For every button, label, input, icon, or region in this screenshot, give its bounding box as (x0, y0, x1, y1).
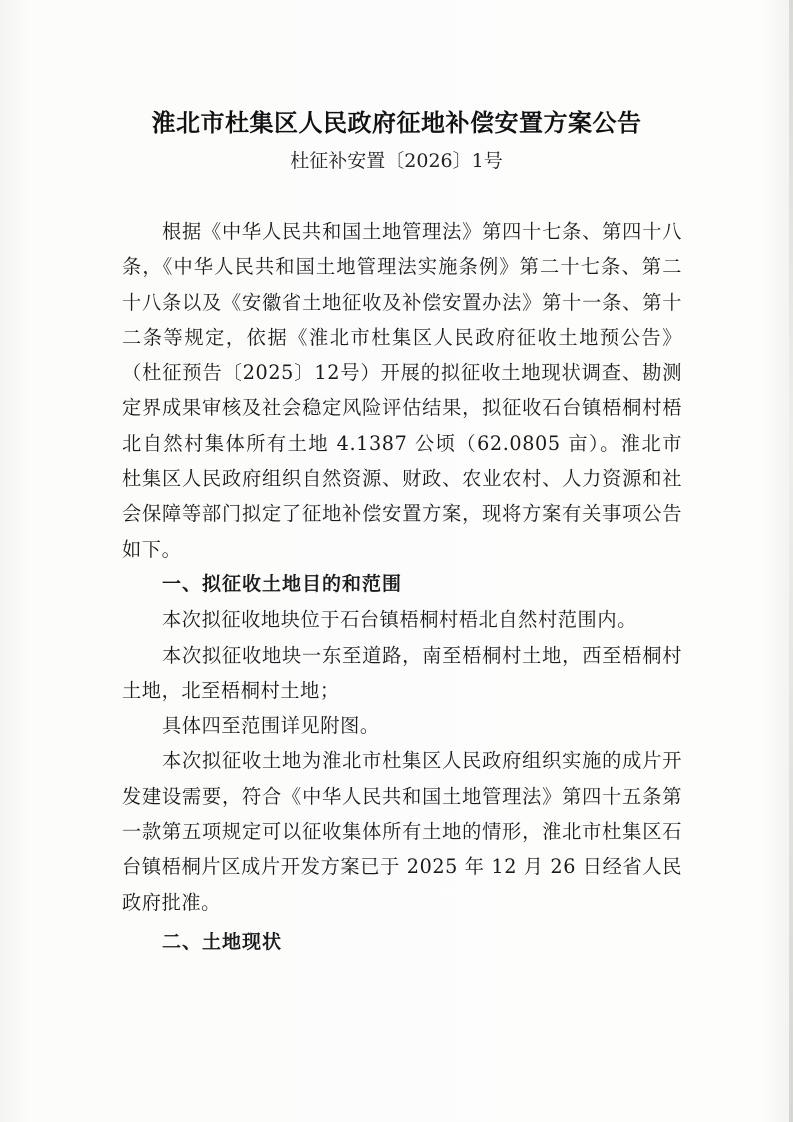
document-number: 杜征补安置〔2026〕1号 (290, 150, 503, 172)
document-body (122, 214, 682, 960)
document-title: 淮北市杜集区人民政府征地补偿安置方案公告 (151, 109, 642, 137)
intro-paragraph: 根据《中华人民共和国土地管理法》第四十七条、第四十八条，《中华人民共和国土地管理法实施条例》第二十七条、第二十八条以及《安徽省土地征收及补偿安置办法》第十一条、第十二条等规定，依据《淮北市杜集区人民政府征收土地预公告》（杜征预告〔2025〕12号）开展的拟征收土地现状调查、勘测定界成果审核及社会稳定风险评估结果，拟征收石台镇梧桐村梧北自然村集体所有土地 4.1387 公顷（62.0805 亩）。淮北市杜集区人民政府组织自然资源、财政、农业农村、人力资源和社会保障等部门拟定了征地补偿安置方案，现将方案有关事项公告如下。 (122, 220, 682, 561)
section-heading-1: 一、拟征收土地目的和范围 (162, 572, 403, 595)
section1-paragraph-map-ref: 具体四至范围详见附图。 (162, 714, 380, 738)
section1-paragraph-boundaries: 本次拟征收地块一东至道路，南至梧桐村土地，西至梧桐村土地，北至梧桐村土地； (122, 643, 682, 702)
section1-paragraph-location: 本次拟征收地块位于石台镇梧桐村梧北自然村范围内。 (162, 608, 637, 632)
section1-paragraph-purpose: 本次拟征收土地为淮北市杜集区人民政府组织实施的成片开发建设需要，符合《中华人民共和国土地管理法》第四十五条第一款第五项规定可以征收集体所有土地的情形，淮北市杜集区石台镇梧桐片区成片开发方案已于 2025 年 12 月 26 日经省人民政府批准。 (122, 749, 682, 914)
section-heading-2: 二、土地现状 (162, 930, 283, 953)
